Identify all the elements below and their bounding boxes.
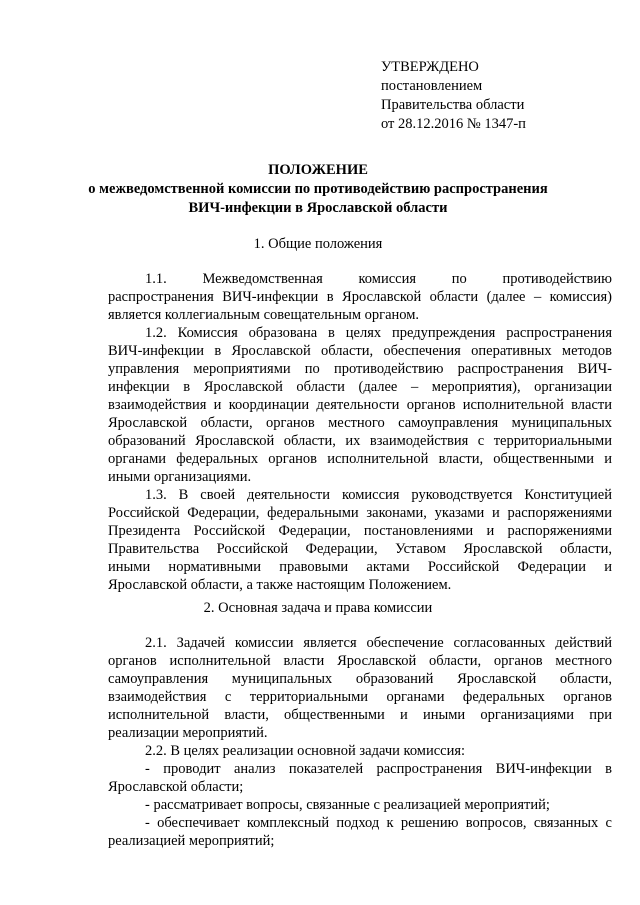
paragraph-line: образований Ярославской области, их взаимодействия с территориальными: [108, 433, 612, 449]
paragraph-line: распространения ВИЧ-инфекции в Ярославской области (далее – комиссия): [108, 289, 612, 305]
approval-line-4: от 28.12.2016 № 1347-п: [381, 116, 526, 132]
approval-stamp: [381, 58, 621, 134]
paragraph-line: Ярославской области, а также настоящим Положением.: [108, 577, 452, 593]
section-2-heading: 2. Основная задача и права комиссии: [203, 600, 433, 616]
paragraph-line: - проводит анализ показателей распространения ВИЧ-инфекции в: [145, 761, 612, 777]
paragraph-1-1: [108, 270, 612, 324]
paragraph-2-1: [108, 634, 612, 742]
paragraph-line: Российской Федерации, федеральными законами, указами и распоряжениями: [108, 505, 612, 521]
paragraph-line: 2.1. Задачей комиссии является обеспечение согласованных действий: [145, 635, 612, 651]
section-1-heading: 1. Общие положения: [253, 236, 383, 252]
paragraph-line: управления мероприятиями по противодействию распространения ВИЧ-: [108, 361, 612, 377]
document-title: [88, 161, 548, 218]
paragraph-line: 1.1. Межведомственная комиссия по противодействию: [145, 271, 612, 287]
paragraph-line: является коллегиальным совещательным органом.: [108, 307, 420, 323]
paragraph-line: Ярославской области;: [108, 779, 244, 795]
paragraph-line: взаимодействия с территориальными органами федеральных органов: [108, 689, 612, 705]
paragraph-line: самоуправления муниципальных образований Ярославской области,: [108, 671, 612, 687]
paragraph-line: взаимодействия и координации деятельности органов исполнительной власти: [108, 397, 612, 413]
paragraph-line: реализацией мероприятий;: [108, 833, 275, 849]
paragraph-2-2: [108, 742, 612, 760]
paragraph-line: иными нормативными правовыми актами Российской Федерации и: [108, 559, 612, 575]
paragraph-line: Президента Российской Федерации, постановлениями и распоряжениями: [108, 523, 612, 539]
paragraph-line: органов исполнительной власти Ярославской области, органов местного: [108, 653, 612, 669]
paragraph-line: 1.2. Комиссия образована в целях предупреждения распространения: [145, 325, 612, 341]
bullet-item-2: [108, 796, 612, 814]
approval-line-2: постановлением: [381, 78, 483, 94]
paragraph-line: инфекции в Ярославской области (далее – мероприятия), организации: [108, 379, 612, 395]
paragraph-line: реализации мероприятий.: [108, 725, 268, 741]
title-line-3: ВИЧ-инфекции в Ярославской области: [188, 200, 448, 216]
paragraph-1-2: [108, 324, 612, 486]
paragraph-line: 2.2. В целях реализации основной задачи комиссия:: [145, 743, 466, 759]
approval-line-3: Правительства области: [381, 97, 525, 113]
bullet-item-1: [108, 760, 612, 796]
paragraph-line: ВИЧ-инфекции в Ярославской области, обеспечения оперативных методов: [108, 343, 612, 359]
title-line-1: ПОЛОЖЕНИЕ: [268, 162, 368, 178]
paragraph-line: Ярославской области, органов местного самоуправления муниципальных: [108, 415, 612, 431]
paragraph-line: 1.3. В своей деятельности комиссия руководствуется Конституцией: [145, 487, 612, 503]
approval-line-1: УТВЕРЖДЕНО: [381, 59, 479, 75]
bullet-item-3: [108, 814, 612, 850]
paragraph-line: - рассматривает вопросы, связанные с реализацией мероприятий;: [145, 797, 550, 813]
paragraph-line: - обеспечивает комплексный подход к решению вопросов, связанных с: [145, 815, 612, 831]
paragraph-line: Правительства Российской Федерации, Уставом Ярославской области,: [108, 541, 612, 557]
paragraph-line: иными организациями.: [108, 469, 252, 485]
paragraph-1-3: [108, 486, 612, 594]
paragraph-line: органами федеральных органов исполнительной власти, общественными и: [108, 451, 612, 467]
paragraph-line: исполнительной власти, общественными и иными организациями при: [108, 707, 612, 723]
title-line-2: о межведомственной комиссии по противодействию распространения: [88, 181, 548, 197]
